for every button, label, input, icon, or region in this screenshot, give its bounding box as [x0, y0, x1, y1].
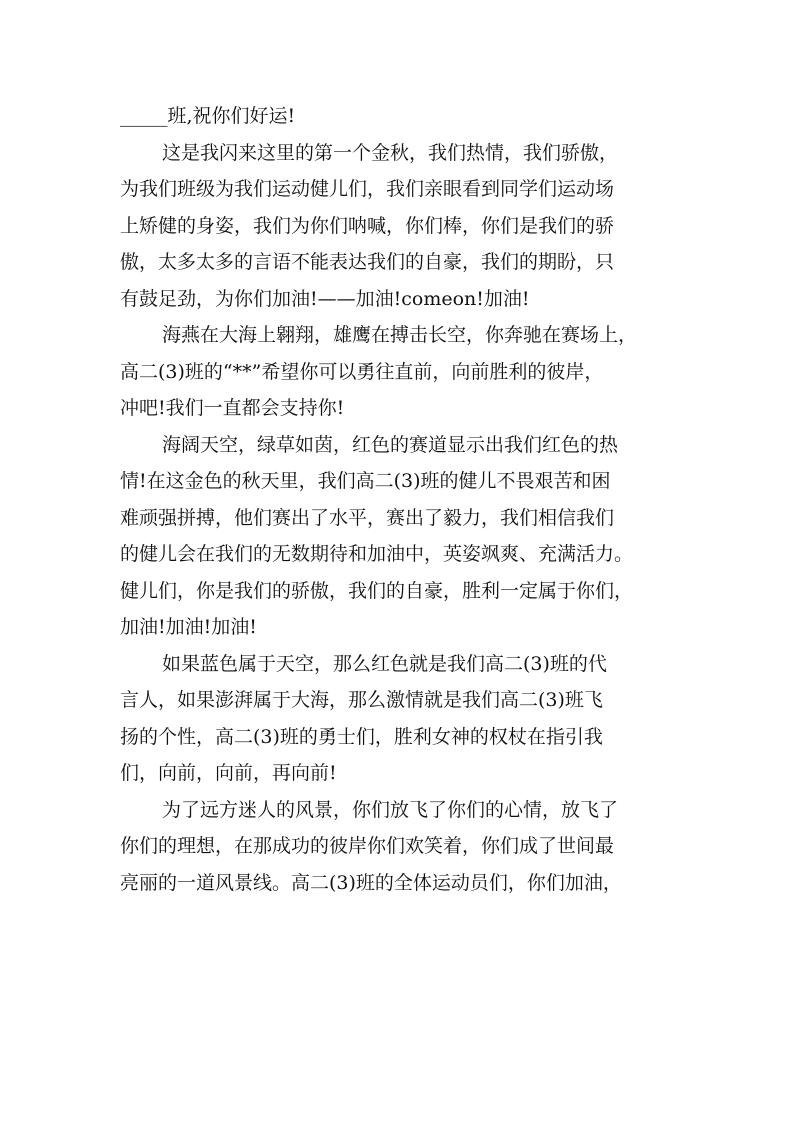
text-line: 海燕在大海上翱翔，雄鹰在搏击长空，你奔驰在赛场上，: [162, 324, 638, 346]
text-line: 高二(3)班的“**”希望你可以勇往直前，向前胜利的彼岸，: [120, 360, 604, 383]
text-line: 为了远方迷人的风景，你们放飞了你们的心情，放飞了: [162, 798, 619, 821]
text-line: 如果蓝色属于天空，那么红色就是我们高二(3)班的代: [162, 652, 607, 675]
text-line: 海阔天空，绿草如茵，红色的赛道显示出我们红色的热: [162, 433, 619, 456]
text-line: 的健儿会在我们的无数期待和加油中，英姿飒爽、充满活力。: [120, 543, 634, 565]
text-line: 傲，太多太多的言语不能表达我们的自豪，我们的期盼，只: [120, 251, 615, 273]
text-line: 难顽强拼搏，他们赛出了水平，赛出了毅力，我们相信我们: [120, 506, 615, 529]
text-line: 加油!加油!加油!: [120, 616, 257, 638]
document-body: [120, 98, 686, 901]
text-line: 健儿们，你是我们的骄傲，我们的自豪，胜利一定属于你们，: [120, 579, 634, 602]
text-line: 上矫健的身姿，我们为你们呐喊，你们棒，你们是我们的骄: [120, 214, 615, 237]
text-line: 为我们班级为我们运动健儿们，我们亲眼看到同学们运动场: [120, 178, 615, 200]
text-line: 情!在这金色的秋天里，我们高二(3)班的健儿不畏艰苦和困: [120, 470, 611, 492]
text-line: 亮丽的一道风景线。高二(3)班的全体运动员们，你们加油，: [120, 871, 622, 894]
text-line: _____班,祝你们好运!: [120, 105, 296, 127]
text-line: 冲吧!我们一直都会支持你!: [120, 397, 345, 419]
text-line: 你们的理想，在那成功的彼岸你们欢笑着，你们成了世间最: [120, 835, 615, 857]
text-line: 们，向前，向前，再向前!: [120, 762, 337, 784]
text-line: 这是我闪来这里的第一个金秋，我们热情，我们骄傲，: [162, 141, 619, 164]
text-line: 言人，如果澎湃属于大海，那么激情就是我们高二(3)班飞: [120, 689, 603, 711]
text-line: 有鼓足劲，为你们加油!——加油!comeon!加油!: [120, 287, 530, 310]
text-line: 扬的个性，高二(3)班的勇士们，胜利女神的权杖在指引我: [120, 725, 603, 748]
